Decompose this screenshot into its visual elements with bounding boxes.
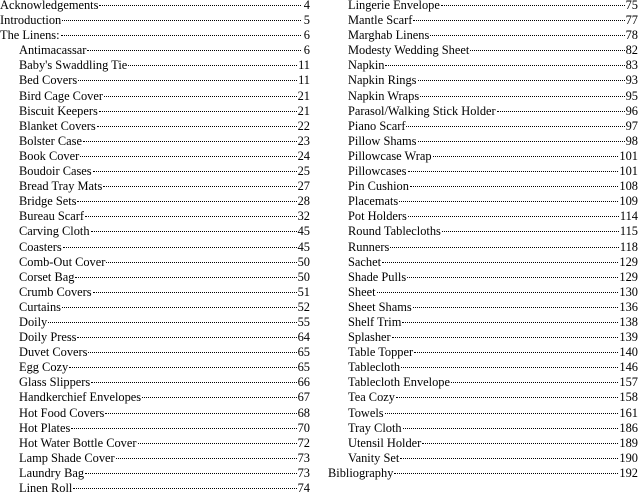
dot-leader [413, 20, 624, 21]
dot-leader [433, 156, 619, 157]
toc-entry-bureau-scarf[interactable] [0, 209, 310, 224]
dot-leader [451, 382, 618, 383]
toc-entry-title: Glass Slippers [19, 375, 91, 390]
toc-entry-title: Sheet [348, 284, 376, 299]
toc-entry-marghab-linens[interactable] [328, 28, 638, 43]
dot-leader [91, 382, 296, 383]
dot-leader [377, 292, 619, 293]
toc-entry-title: Pillowcase Wrap [348, 148, 432, 163]
toc-entry-title: Lamp Shade Cover [19, 450, 115, 465]
toc-entry-page-number: 97 [625, 118, 638, 133]
toc-entry-title: Tablecloth [348, 360, 401, 375]
dot-leader [414, 352, 618, 353]
toc-entry-title: Duvet Covers [19, 345, 88, 360]
toc-entry-page-number: 72 [297, 435, 310, 450]
toc-entry-title: Hot Water Bottle Cover [19, 435, 137, 450]
toc-entry-page-number: 11 [298, 73, 310, 88]
toc-entry-page-number: 77 [625, 13, 638, 28]
dot-leader [106, 262, 296, 263]
toc-entry-title: Napkin [348, 58, 385, 73]
toc-entry-page-number: 21 [297, 88, 310, 103]
toc-entry-title: Bureau Scarf [19, 209, 85, 224]
toc-entry-handkerchief-envelopes[interactable] [0, 390, 310, 405]
toc-entry-title: Pillowcases [348, 164, 407, 179]
toc-entry-curtains[interactable] [0, 300, 310, 315]
toc-entry-hot-food-covers[interactable] [0, 406, 310, 421]
toc-entry-book-cover[interactable] [0, 149, 310, 164]
dot-leader [497, 111, 625, 112]
toc-entry-pillow-shams[interactable] [328, 134, 638, 149]
toc-entry-pillowcase-wrap[interactable] [328, 149, 638, 164]
toc-entry-duvet-covers[interactable] [0, 345, 310, 360]
dot-leader [410, 186, 618, 187]
toc-entry-laundry-bag[interactable] [0, 466, 310, 481]
toc-entry-page-number: 140 [619, 345, 638, 360]
toc-entry-page-number: 129 [619, 254, 638, 269]
toc-entry-page-number: 114 [619, 209, 638, 224]
toc-entry-title: Pin Cushion [348, 179, 409, 194]
toc-entry-title: Towels [348, 405, 384, 420]
dot-leader [407, 277, 618, 278]
dot-leader [385, 65, 624, 66]
toc-entry-tea-cozy[interactable] [328, 390, 638, 405]
toc-entry-title: Book Cover [19, 148, 80, 163]
toc-entry-title: Doily Press [19, 330, 77, 345]
toc-entry-title: Placemats [348, 194, 399, 209]
toc-entry-glass-slippers[interactable] [0, 375, 310, 390]
toc-entry-sachet[interactable] [328, 255, 638, 270]
toc-entry-page-number: 83 [625, 58, 638, 73]
toc-entry-page-number: 6 [303, 43, 310, 58]
toc-entry-title: Pot Holders [348, 209, 407, 224]
toc-entry-pot-holders[interactable] [328, 209, 638, 224]
toc-entry-vanity-set[interactable] [328, 451, 638, 466]
toc-entry-title: Vanity Set [348, 450, 400, 465]
dot-leader [400, 458, 618, 459]
toc-entry-antimacassar[interactable] [0, 43, 310, 58]
dot-leader [85, 216, 297, 217]
toc-entry-title: Marghab Linens [348, 28, 430, 43]
dot-leader [128, 65, 297, 66]
toc-column-left [0, 0, 310, 496]
toc-entry-page-number: 68 [297, 405, 310, 420]
toc-entry-bibliography[interactable] [328, 466, 638, 481]
toc-entry-title: Piano Scarf [348, 118, 406, 133]
toc-entry-title: Sheet Shams [348, 299, 412, 314]
dot-leader [93, 171, 297, 172]
dot-leader [422, 443, 618, 444]
dot-leader [62, 20, 301, 21]
toc-entry-bird-cage-cover[interactable] [0, 89, 310, 104]
toc-entry-page-number: 66 [297, 375, 310, 390]
toc-entry-title: Crumb Covers [19, 284, 92, 299]
toc-entry-parasol-walking-stick-holder[interactable] [328, 104, 638, 119]
toc-entry-title: Coasters [19, 239, 62, 254]
toc-entry-crumb-covers[interactable] [0, 285, 310, 300]
toc-entry-title: Acknowledgements [0, 0, 99, 12]
toc-entry-page-number: 130 [619, 284, 638, 299]
dot-leader [402, 322, 618, 323]
toc-entry-title: Hot Food Covers [19, 405, 105, 420]
toc-entry-title: Bolster Case [19, 133, 82, 148]
toc-entry-introduction[interactable] [0, 13, 310, 28]
toc-entry-table-topper[interactable] [328, 345, 638, 360]
toc-entry-title: Boudoir Cases [19, 164, 92, 179]
dot-leader [420, 96, 624, 97]
toc-entry-sheet[interactable] [328, 285, 638, 300]
toc-entry-title: Comb-Out Cover [19, 254, 106, 269]
toc-entry-title: Tea Cozy [348, 390, 395, 405]
toc-entry-carving-cloth[interactable] [0, 224, 310, 239]
toc-entry-page-number: 45 [297, 239, 310, 254]
dot-leader [385, 413, 619, 414]
dot-leader [408, 171, 619, 172]
toc-entry-towels[interactable] [328, 406, 638, 421]
toc-entry-page-number: 95 [625, 88, 638, 103]
toc-entry-bridge-sets[interactable] [0, 194, 310, 209]
toc-entry-title: Bridge Sets [19, 194, 77, 209]
dot-leader [430, 35, 624, 36]
toc-entry-page-number: 24 [297, 148, 310, 163]
toc-entry-round-tablecloths[interactable] [328, 224, 638, 239]
dot-leader [103, 186, 296, 187]
dot-leader [441, 5, 625, 6]
toc-entry-pillowcases[interactable] [328, 164, 638, 179]
toc-entry-page-number: 25 [297, 164, 310, 179]
dot-leader [75, 277, 296, 278]
toc-entry-comb-out-cover[interactable] [0, 255, 310, 270]
toc-entry-boudoir-cases[interactable] [0, 164, 310, 179]
dot-leader [93, 292, 297, 293]
toc-entry-page-number: 23 [297, 133, 310, 148]
toc-entry-page-number: 11 [298, 58, 310, 73]
toc-entry-biscuit-keepers[interactable] [0, 104, 310, 119]
toc-entry-napkin-wraps[interactable] [328, 89, 638, 104]
dot-leader [390, 247, 619, 248]
toc-column-right [328, 0, 638, 481]
dot-leader [87, 50, 301, 51]
toc-entry-title: Curtains [19, 299, 61, 314]
toc-entry-page-number: 139 [619, 330, 638, 345]
toc-entry-title: Antimacassar [19, 43, 87, 58]
toc-entry-page-number: 93 [625, 73, 638, 88]
toc-entry-page-number: 108 [619, 179, 638, 194]
dot-leader [116, 458, 297, 459]
toc-entry-hot-water-bottle-cover[interactable] [0, 436, 310, 451]
dot-leader [394, 473, 618, 474]
dot-leader [78, 80, 297, 81]
toc-entry-page-number: 78 [625, 28, 638, 43]
dot-leader [69, 367, 296, 368]
toc-entry-title: The Linens: [0, 28, 60, 43]
toc-entry-title: Blanket Covers [19, 118, 96, 133]
toc-entry-title: Tablecloth Envelope [348, 375, 451, 390]
toc-entry-acknowledgements[interactable] [0, 0, 310, 13]
toc-entry-bread-tray-mats[interactable] [0, 179, 310, 194]
toc-entry-page-number: 6 [303, 28, 310, 43]
toc-entry-napkin[interactable] [328, 58, 638, 73]
toc-entry-page-number: 70 [297, 420, 310, 435]
toc-entry-blanket-covers[interactable] [0, 119, 310, 134]
toc-entry-sheet-shams[interactable] [328, 300, 638, 315]
toc-entry-modesty-wedding-sheet[interactable] [328, 43, 638, 58]
dot-leader [77, 337, 296, 338]
dot-leader [48, 322, 296, 323]
toc-entry-title: Doily [19, 314, 48, 329]
toc-entry-page-number: 55 [297, 314, 310, 329]
toc-entry-pin-cushion[interactable] [328, 179, 638, 194]
toc-entry-title: Napkin Rings [348, 73, 417, 88]
toc-entry-title: Bread Tray Mats [19, 179, 103, 194]
toc-entry-title: Runners [348, 239, 390, 254]
toc-entry-page-number: 45 [297, 224, 310, 239]
toc-entry-page-number: 64 [297, 330, 310, 345]
toc-entry-page-number: 28 [297, 194, 310, 209]
toc-entry-title: Lingerie Envelope [348, 0, 440, 12]
dot-leader [61, 35, 301, 36]
toc-entry-page-number: 65 [297, 345, 310, 360]
dot-leader [80, 156, 296, 157]
toc-entry-piano-scarf[interactable] [328, 119, 638, 134]
dot-leader [77, 201, 296, 202]
dot-leader [382, 262, 618, 263]
toc-entry-tablecloth[interactable] [328, 360, 638, 375]
toc-entry-coasters[interactable] [0, 240, 310, 255]
toc-entry-page-number: 5 [303, 13, 310, 28]
dot-leader [97, 126, 297, 127]
dot-leader [63, 247, 297, 248]
toc-entry-mantle-scarf[interactable] [328, 13, 638, 28]
toc-entry-title: Carving Cloth [19, 224, 90, 239]
toc-entry-page-number: 32 [297, 209, 310, 224]
toc-entry-title: Pillow Shams [348, 133, 417, 148]
dot-leader [91, 231, 297, 232]
toc-entry-title: Baby's Swaddling Tie [19, 58, 128, 73]
dot-leader [442, 231, 619, 232]
toc-entry-page-number: 51 [297, 284, 310, 299]
toc-entry-title: Utensil Holder [348, 435, 422, 450]
dot-leader [99, 5, 301, 6]
dot-leader [73, 488, 296, 489]
dot-leader [406, 126, 624, 127]
dot-leader [99, 111, 297, 112]
toc-entry-page-number: 157 [619, 375, 638, 390]
dot-leader [138, 443, 297, 444]
toc-entry-hot-plates[interactable] [0, 421, 310, 436]
toc-entry-title: Laundry Bag [19, 465, 85, 480]
toc-entry-page-number: 73 [297, 450, 310, 465]
toc-entry-title: Introduction [0, 13, 62, 28]
toc-entry-page-number: 74 [297, 481, 310, 495]
toc-entry-title: Parasol/Walking Stick Holder [348, 103, 496, 118]
dot-leader [418, 141, 625, 142]
toc-entry-page-number: 101 [619, 164, 638, 179]
toc-entry-title: Biscuit Keepers [19, 103, 98, 118]
toc-entry-bed-covers[interactable] [0, 73, 310, 88]
dot-leader [104, 96, 297, 97]
dot-leader [408, 216, 619, 217]
toc-entry-title: Bibliography [328, 465, 394, 480]
toc-entry-page-number: 27 [297, 179, 310, 194]
dot-leader [85, 473, 297, 474]
toc-entry-page-number: 101 [619, 148, 638, 163]
dot-leader [88, 352, 296, 353]
toc-entry-linen-roll[interactable] [0, 481, 310, 496]
dot-leader [62, 307, 297, 308]
toc-entry-page-number: 50 [297, 254, 310, 269]
toc-entry-title: Linen Roll [19, 481, 73, 495]
toc-entry-corset-bag[interactable] [0, 270, 310, 285]
toc-entry-page-number: 189 [619, 435, 638, 450]
toc-entry-doily-press[interactable] [0, 330, 310, 345]
toc-entry-title: Shelf Trim [348, 314, 402, 329]
toc-entry-egg-cozy[interactable] [0, 360, 310, 375]
toc-entry-bolster-case[interactable] [0, 134, 310, 149]
toc-entry-page-number: 190 [619, 450, 638, 465]
dot-leader [418, 80, 625, 81]
toc-entry-page-number: 75 [625, 0, 638, 12]
toc-entry-title: Splasher [348, 330, 391, 345]
toc-entry-title: Napkin Wraps [348, 88, 420, 103]
toc-entry-tablecloth-envelope[interactable] [328, 375, 638, 390]
dot-leader [399, 201, 618, 202]
toc-entry-page-number: 138 [619, 314, 638, 329]
toc-entry-page-number: 192 [619, 465, 638, 480]
toc-entry-page-number: 158 [619, 390, 638, 405]
toc-entry-title: Tray Cloth [348, 420, 402, 435]
toc-entry-page-number: 136 [619, 299, 638, 314]
toc-entry-page-number: 98 [625, 133, 638, 148]
dot-leader [470, 50, 624, 51]
toc-entry-lingerie-envelope[interactable] [328, 0, 638, 13]
toc-entry-runners[interactable] [328, 240, 638, 255]
toc-entry-title: Hot Plates [19, 420, 71, 435]
toc-entry-title: Modesty Wedding Sheet [348, 43, 470, 58]
toc-entry-placemats[interactable] [328, 194, 638, 209]
toc-entry-page-number: 186 [619, 420, 638, 435]
toc-entry-page-number: 146 [619, 360, 638, 375]
toc-entry-title: Mantle Scarf [348, 13, 413, 28]
toc-entry-page-number: 82 [625, 43, 638, 58]
dot-leader [403, 428, 619, 429]
toc-entry-shelf-trim[interactable] [328, 315, 638, 330]
toc-entry-title: Corset Bag [19, 269, 75, 284]
toc-entry-shade-pulls[interactable] [328, 270, 638, 285]
toc-entry-page-number: 65 [297, 360, 310, 375]
toc-entry-title: Bird Cage Cover [19, 88, 103, 103]
dot-leader [83, 141, 297, 142]
toc-entry-title: Shade Pulls [348, 269, 407, 284]
toc-entry-page-number: 118 [619, 239, 638, 254]
toc-entry-page-number: 115 [619, 224, 638, 239]
toc-entry-page-number: 96 [625, 103, 638, 118]
toc-entry-title: Round Tablecloths [348, 224, 441, 239]
toc-entry-page-number: 73 [297, 465, 310, 480]
toc-entry-title: Handkerchief Envelopes [19, 390, 142, 405]
toc-entry-page-number: 52 [297, 299, 310, 314]
toc-entry-lamp-shade-cover[interactable] [0, 451, 310, 466]
dot-leader [71, 428, 296, 429]
toc-entry-page-number: 129 [619, 269, 638, 284]
toc-entry-the-linens[interactable] [0, 28, 310, 43]
toc-entry-page-number: 67 [297, 390, 310, 405]
toc-entry-page-number: 161 [619, 405, 638, 420]
toc-entry-page-number: 50 [297, 269, 310, 284]
dot-leader [413, 307, 619, 308]
toc-entry-baby-s-swaddling-tie[interactable] [0, 58, 310, 73]
toc-entry-page-number: 109 [619, 194, 638, 209]
dot-leader [392, 337, 619, 338]
toc-entry-page-number: 22 [297, 118, 310, 133]
toc-entry-title: Bed Covers [19, 73, 78, 88]
toc-entry-title: Sachet [348, 254, 382, 269]
toc-entry-page-number: 21 [297, 103, 310, 118]
dot-leader [396, 397, 618, 398]
toc-entry-title: Table Topper [348, 345, 414, 360]
dot-leader [105, 413, 296, 414]
toc-entry-page-number: 4 [303, 0, 310, 12]
toc-entry-splasher[interactable] [328, 330, 638, 345]
toc-entry-tray-cloth[interactable] [328, 421, 638, 436]
toc-entry-doily[interactable] [0, 315, 310, 330]
dot-leader [401, 367, 618, 368]
dot-leader [142, 397, 296, 398]
toc-entry-napkin-rings[interactable] [328, 73, 638, 88]
toc-entry-utensil-holder[interactable] [328, 436, 638, 451]
toc-entry-title: Egg Cozy [19, 360, 69, 375]
